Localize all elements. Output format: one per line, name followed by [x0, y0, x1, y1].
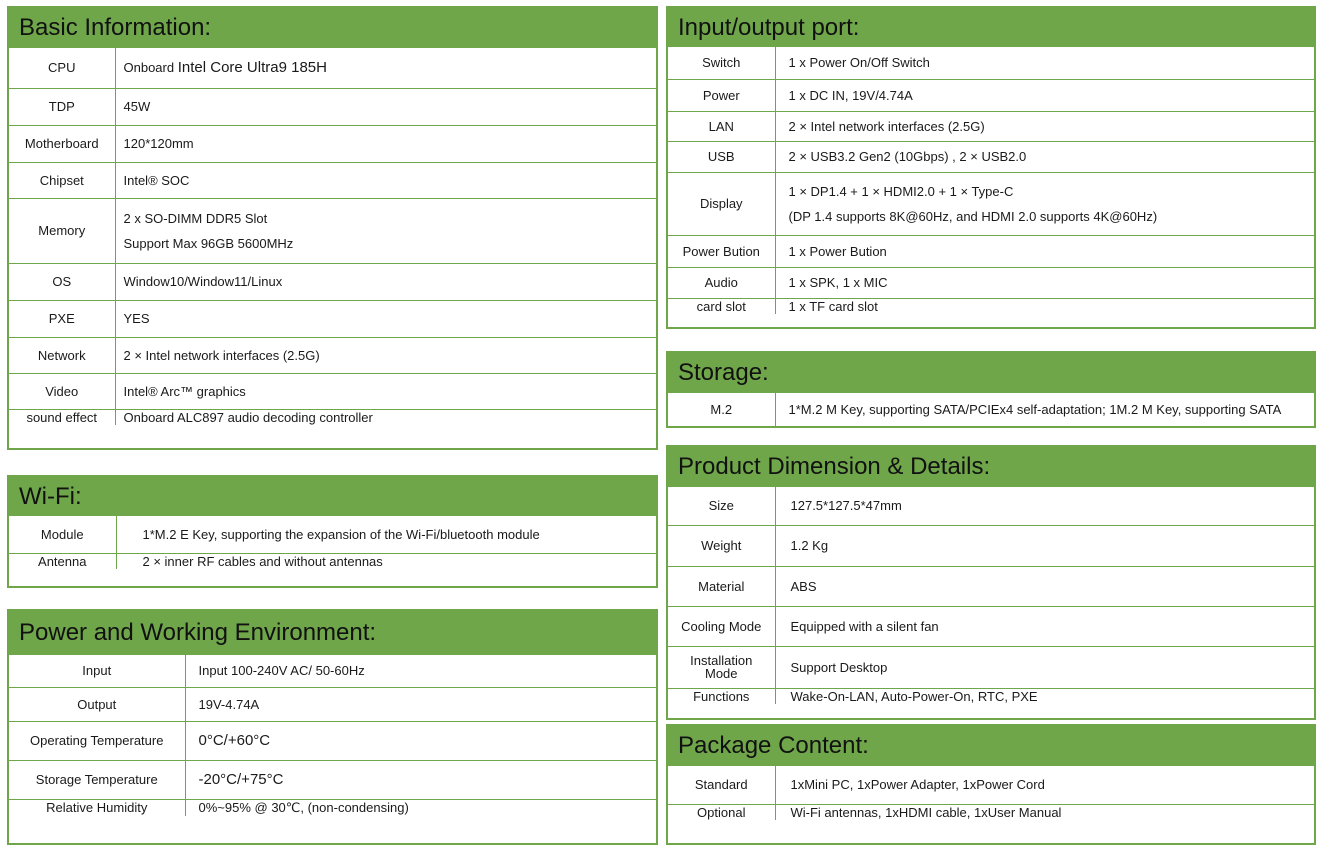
- spec-label: Relative Humidity: [9, 799, 185, 816]
- table-row: [9, 799, 656, 816]
- io-port-table: [668, 47, 1314, 314]
- power-environment-table: [9, 655, 656, 816]
- package-table: [668, 766, 1314, 820]
- spec-label: [668, 646, 775, 688]
- table-row: [668, 172, 1314, 235]
- spec-label: OS: [9, 263, 115, 300]
- spec-label: Module: [9, 516, 116, 553]
- spec-value: [115, 48, 656, 88]
- cpu-prefix: Onboard: [123, 60, 175, 76]
- table-row: [668, 267, 1314, 298]
- table-row: [668, 141, 1314, 172]
- spec-value: 1 x DC IN, 19V/4.74A: [775, 79, 1314, 111]
- table-row: [668, 393, 1314, 426]
- spec-value: [115, 198, 656, 263]
- table-row: [668, 525, 1314, 566]
- spec-label: Power Bution: [668, 235, 775, 267]
- spec-label: Size: [668, 487, 775, 525]
- spec-label: Operating Temperature: [9, 721, 185, 760]
- io-port-panel: [666, 6, 1316, 329]
- spec-value: Wake-On-LAN, Auto-Power-On, RTC, PXE: [775, 688, 1314, 704]
- table-row: [668, 566, 1314, 606]
- spec-value: 2 × Intel network interfaces (2.5G): [115, 337, 656, 373]
- basic-information-table: [9, 48, 656, 425]
- spec-label: Audio: [668, 267, 775, 298]
- table-row: [9, 198, 656, 263]
- memory-line-2: Support Max 96GB 5600MHz: [123, 235, 294, 251]
- spec-label: Antenna: [9, 553, 116, 569]
- table-row: [9, 162, 656, 198]
- spec-label: CPU: [9, 48, 115, 88]
- spec-value: Equipped with a silent fan: [775, 606, 1314, 646]
- spec-value: Window10/Window11/Linux: [115, 263, 656, 300]
- spec-value: Input 100-240V AC/ 50-60Hz: [185, 655, 656, 687]
- wifi-title: Wi-Fi:: [9, 477, 656, 516]
- table-row: [668, 79, 1314, 111]
- spec-label: Storage Temperature: [9, 760, 185, 799]
- wifi-table: [9, 516, 656, 569]
- table-row: [9, 655, 656, 687]
- spec-label: sound effect: [9, 409, 115, 425]
- spec-value: Intel® Arc™ graphics: [115, 373, 656, 409]
- table-row: [668, 804, 1314, 820]
- spec-value: [775, 172, 1314, 235]
- table-row: [9, 125, 656, 162]
- spec-value: YES: [115, 300, 656, 337]
- spec-label: Power: [668, 79, 775, 111]
- spec-value: 0°C/+60°C: [185, 721, 656, 760]
- basic-information-title: Basic Information:: [9, 8, 656, 48]
- table-row: [9, 373, 656, 409]
- spec-value: 1*M.2 M Key, supporting SATA/PCIEx4 self-adaptation; 1M.2 M Key, supporting SATA: [775, 393, 1314, 426]
- table-row: [668, 688, 1314, 704]
- spec-value: ABS: [775, 566, 1314, 606]
- spec-value: 2 × Intel network interfaces (2.5G): [775, 111, 1314, 141]
- table-row: [668, 487, 1314, 525]
- spec-value: Support Desktop: [775, 646, 1314, 688]
- installation-label-line-2: Mode: [704, 666, 738, 681]
- spec-label: card slot: [668, 298, 775, 314]
- installation-label-line-1: Installation: [690, 653, 753, 668]
- spec-value: 1*M.2 E Key, supporting the expansion of the Wi-Fi/bluetooth module: [116, 516, 656, 553]
- table-row: [668, 606, 1314, 646]
- spec-label: M.2: [668, 393, 775, 426]
- table-row: [9, 687, 656, 721]
- spec-label: USB: [668, 141, 775, 172]
- spec-label: Video: [9, 373, 115, 409]
- storage-table: [668, 393, 1314, 426]
- power-environment-title: Power and Working Environment:: [9, 611, 656, 655]
- spec-label: TDP: [9, 88, 115, 125]
- table-row: [9, 553, 656, 569]
- storage-title: Storage:: [668, 353, 1314, 393]
- spec-value: 1 x TF card slot: [775, 298, 1314, 314]
- spec-value: Wi-Fi antennas, 1xHDMI cable, 1xUser Manual: [775, 804, 1314, 820]
- spec-value: 0%~95% @ 30℃, (non-condensing): [185, 799, 656, 816]
- package-title: Package Content:: [668, 726, 1314, 766]
- spec-label: Chipset: [9, 162, 115, 198]
- table-row: [668, 766, 1314, 804]
- wifi-panel: [7, 475, 658, 588]
- spec-label: Weight: [668, 525, 775, 566]
- table-row: [9, 516, 656, 553]
- spec-label: PXE: [9, 300, 115, 337]
- table-row: [9, 409, 656, 425]
- spec-value: 2 × USB3.2 Gen2 (10Gbps) , 2 × USB2.0: [775, 141, 1314, 172]
- spec-label: Display: [668, 172, 775, 235]
- spec-value: 1 x SPK, 1 x MIC: [775, 267, 1314, 298]
- spec-value: -20°C/+75°C: [185, 760, 656, 799]
- storage-panel: [666, 351, 1316, 428]
- spec-value: 1xMini PC, 1xPower Adapter, 1xPower Cord: [775, 766, 1314, 804]
- table-row: [9, 300, 656, 337]
- table-row: [9, 337, 656, 373]
- spec-label: Functions: [668, 688, 775, 704]
- cpu-model: Intel Core Ultra9 185H: [177, 59, 327, 77]
- dimension-table: [668, 487, 1314, 704]
- spec-value: Onboard ALC897 audio decoding controller: [115, 409, 656, 425]
- spec-value: 19V-4.74A: [185, 687, 656, 721]
- spec-label: Memory: [9, 198, 115, 263]
- spec-value: 1 x Power On/Off Switch: [775, 47, 1314, 79]
- table-row: [668, 47, 1314, 79]
- package-panel: [666, 724, 1316, 845]
- table-row: [668, 646, 1314, 688]
- memory-line-1: 2 x SO-DIMM DDR5 Slot: [123, 210, 268, 226]
- display-line-2: (DP 1.4 supports 8K@60Hz, and HDMI 2.0 supports 4K@60Hz): [788, 208, 1158, 224]
- spec-value: 1.2 Kg: [775, 525, 1314, 566]
- spec-label: Network: [9, 337, 115, 373]
- display-line-1: 1 × DP1.4 + 1 × HDMI2.0 + 1 × Type-C: [788, 183, 1014, 199]
- dimension-panel: [666, 445, 1316, 720]
- io-port-title: Input/output port:: [668, 8, 1314, 47]
- table-row: [9, 88, 656, 125]
- table-row: [9, 721, 656, 760]
- spec-label: Output: [9, 687, 185, 721]
- power-environment-panel: [7, 609, 658, 845]
- dimension-title: Product Dimension & Details:: [668, 447, 1314, 487]
- table-row: [9, 263, 656, 300]
- table-row: [668, 298, 1314, 314]
- spec-label: Input: [9, 655, 185, 687]
- spec-label: Cooling Mode: [668, 606, 775, 646]
- spec-label: Material: [668, 566, 775, 606]
- spec-value: Intel® SOC: [115, 162, 656, 198]
- spec-value: 2 × inner RF cables and without antennas: [116, 553, 656, 569]
- spec-label: Optional: [668, 804, 775, 820]
- basic-information-panel: [7, 6, 658, 450]
- spec-label: Motherboard: [9, 125, 115, 162]
- spec-value: 120*120mm: [115, 125, 656, 162]
- spec-value: 45W: [115, 88, 656, 125]
- spec-label: LAN: [668, 111, 775, 141]
- table-row: [9, 48, 656, 88]
- table-row: [668, 111, 1314, 141]
- spec-value: 127.5*127.5*47mm: [775, 487, 1314, 525]
- table-row: [9, 760, 656, 799]
- spec-value: 1 x Power Bution: [775, 235, 1314, 267]
- spec-label: Switch: [668, 47, 775, 79]
- table-row: [668, 235, 1314, 267]
- spec-label: Standard: [668, 766, 775, 804]
